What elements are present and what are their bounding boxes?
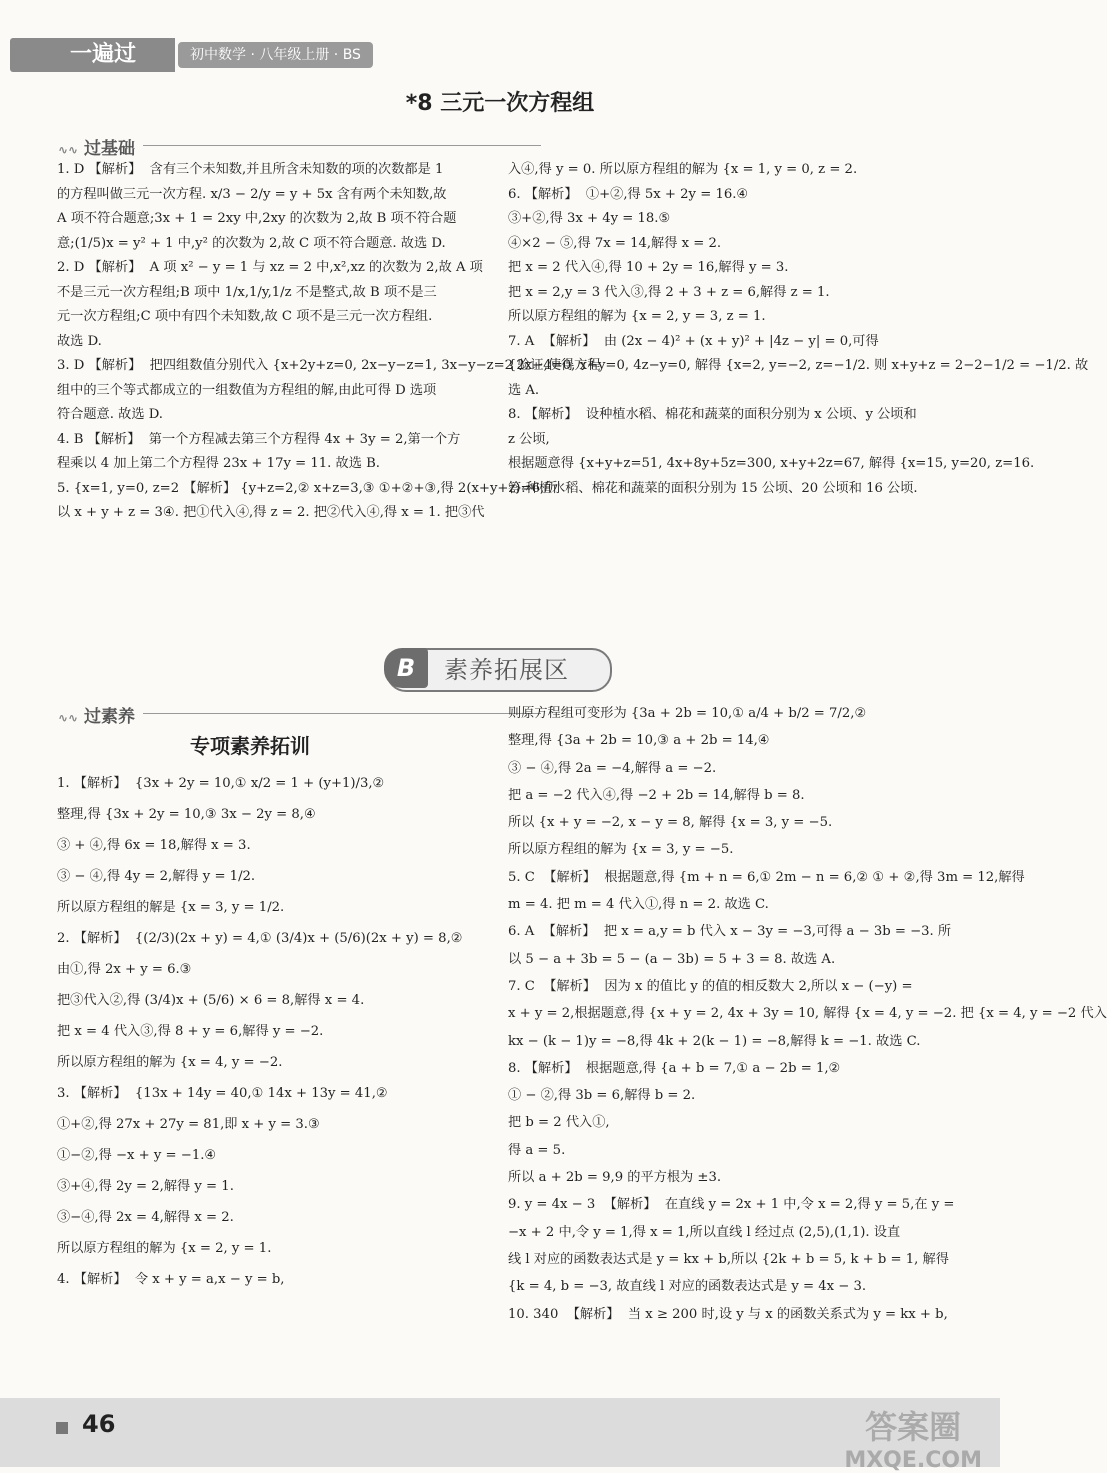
section-literacy-label: 过素养 <box>84 707 136 727</box>
text-line: ③+②,得 3x + 4y = 18.⑤ <box>508 211 671 226</box>
text-line: 得 a = 5. <box>508 1142 566 1158</box>
text-line: 故选 D. <box>57 333 102 349</box>
banner-letter: B <box>384 648 428 688</box>
text-line: z 公顷, <box>508 431 550 447</box>
text-line: 入④,得 y = 0. 所以原方程组的解为 {x = 1, y = 0, z = 2. <box>508 162 858 177</box>
text-line: A 项不符合题意;3x + 1 = 2xy 中,2xy 的次数为 2,故 B 项不符合题 <box>57 211 457 226</box>
section-literacy <box>58 702 548 727</box>
text-line: 7. C 【解析】 因为 x 的值比 y 的值的相反数大 2,所以 x − (−y) = <box>508 978 913 994</box>
wave-icon: ∿∿ <box>58 143 79 157</box>
text-line: 根据题意得 {x+y+z=51, 4x+8y+5z=300, x+y+2z=67, 解得 {x=15, y=20, z=16. <box>508 456 1035 471</box>
text-line: {2x−4=0, x+y=0, 4z−y=0, 解得 {x=2, y=−2, z=−1/2. 则 x+y+z = 2−2−1/2 = −1/2. 故 <box>508 358 1089 373</box>
brand-logo: 一遍过 <box>10 38 175 72</box>
text-line: 把③代入②,得 (3/4)x + (5/6) × 6 = 8,解得 x = 4. <box>57 993 365 1008</box>
text-line: 所以原方程组的解为 {x = 3, y = −5. <box>508 842 734 858</box>
text-line: 答:种植水稻、棉花和蔬菜的面积分别为 15 公顷、20 公顷和 16 公顷. <box>508 480 918 496</box>
text-line: ③ + ④,得 6x = 18,解得 x = 3. <box>57 838 251 853</box>
text-line: 4. B 【解析】 第一个方程减去第三个方程得 4x + 3y = 2,第一个方 <box>57 431 461 447</box>
section-basic <box>58 134 548 159</box>
text-line: 3. D 【解析】 把四组数值分别代入 {x+2y+z=0, 2x−y−z=1, 3x−y−z=2 验证,使得方程 <box>57 358 601 373</box>
text-line: kx − (k − 1)y = −8,得 4k + 2(k − 1) = −8,解得 k = −1. 故选 C. <box>508 1033 921 1049</box>
text-line: 把 x = 2,y = 3 代入③,得 2 + 3 + z = 6,解得 z = 1. <box>508 284 830 300</box>
text-line: 6. 【解析】 ①+②,得 5x + 2y = 16.④ <box>508 186 749 202</box>
divider <box>143 713 541 714</box>
text-line: 4. 【解析】 令 x + y = a,x − y = b, <box>57 1272 285 1287</box>
watermark-url: MXQE.COM <box>844 1448 982 1473</box>
text-line: 2. D 【解析】 A 项 x² − y = 1 与 xz = 2 中,x²,xz 的次数为 2,故 A 项 <box>57 260 483 275</box>
text-line: 整理,得 {3a + 2b = 10,③ a + 2b = 14,④ <box>508 733 770 749</box>
text-line: {k = 4, b = −3, 故直线 l 对应的函数表达式是 y = 4x − 3. <box>508 1279 867 1295</box>
text-line: 的方程叫做三元一次方程. x/3 − 2/y = y + 5x 含有两个未知数,故 <box>57 186 447 202</box>
text-line: 7. A 【解析】 由 (2x − 4)² + (x + y)² + |4z − y| = 0,可得 <box>508 333 879 349</box>
text-line: ④×2 − ⑤,得 7x = 14,解得 x = 2. <box>508 235 722 251</box>
banner-text: 素养拓展区 <box>444 656 569 684</box>
text-line: 所以 a + 2b = 9,9 的平方根为 ±3. <box>508 1170 722 1186</box>
wave-icon: ∿∿ <box>58 711 79 725</box>
text-line: 把 a = −2 代入④,得 −2 + 2b = 14,解得 b = 8. <box>508 787 805 803</box>
text-line: 8. 【解析】 设种植水稻、棉花和蔬菜的面积分别为 x 公顷、y 公顷和 <box>508 407 917 422</box>
text-line: 3. 【解析】 {13x + 14y = 40,① 14x + 13y = 41,② <box>57 1086 388 1101</box>
text-line: ①−②,得 −x + y = −1.④ <box>57 1148 217 1163</box>
text-line: 把 b = 2 代入①, <box>508 1115 610 1131</box>
text-line: ③ − ④,得 4y = 2,解得 y = 1/2. <box>57 869 256 884</box>
text-line: 以 x + y + z = 3④. 把①代入④,得 z = 2. 把②代入④,得 x = 1. 把③代 <box>57 505 485 520</box>
text-line: 所以原方程组的解为 {x = 2, y = 3, z = 1. <box>508 309 766 324</box>
text-line: 10. 340 【解析】 当 x ≥ 200 时,设 y 与 x 的函数关系式为 y = kx + b, <box>508 1306 948 1322</box>
watermark-logo: 答案圈 <box>865 1408 962 1446</box>
text-line: 由①,得 2x + y = 6.③ <box>57 962 192 977</box>
page-number: 46 <box>82 1410 116 1438</box>
page-header <box>10 38 390 72</box>
watermark <box>844 1402 982 1473</box>
text-line: ①+②,得 27x + 27y = 81,即 x + y = 3.③ <box>57 1117 320 1132</box>
page-footer <box>0 1398 1000 1473</box>
text-line: 2. 【解析】 {(2/3)(2x + y) = 4,① (3/4)x + (5/6)(2x + y) = 8,② <box>57 931 463 946</box>
page-marker-icon <box>56 1422 68 1434</box>
text-line: 8. 【解析】 根据题意,得 {a + b = 7,① a − 2b = 1,② <box>508 1060 841 1076</box>
text-line: 所以原方程组的解是 {x = 3, y = 1/2. <box>57 900 285 915</box>
text-line: 所以 {x + y = −2, x − y = 8, 解得 {x = 3, y = −5. <box>508 815 833 831</box>
text-line: −x + 2 中,令 y = 1,得 x = 1,所以直线 l 经过点 (2,5),(1,1). 设直 <box>508 1224 901 1240</box>
text-line: 5. C 【解析】 根据题意,得 {m + n = 6,① 2m − n = 6,② ① + ②,得 3m = 12,解得 <box>508 869 1025 885</box>
text-line: 不是三元一次方程组;B 项中 1/x,1/y,1/z 不是整式,故 B 项不是三 <box>57 284 437 300</box>
text-line: 5. {x=1, y=0, z=2 【解析】 {y+z=2,② x+z=3,③ ①+②+③,得 2(x+y+z)=6,所 <box>57 480 558 496</box>
text-line: 选 A. <box>508 382 540 398</box>
text-line: 把 x = 2 代入④,得 10 + 2y = 16,解得 y = 3. <box>508 260 789 275</box>
page-title: *8 三元一次方程组 <box>405 91 595 116</box>
text-line: 所以原方程组的解为 {x = 2, y = 1. <box>57 1241 272 1256</box>
text-line: ③−④,得 2x = 4,解得 x = 2. <box>57 1210 234 1225</box>
text-line: 元一次方程组;C 项中有四个未知数,故 C 项不是三元一次方程组. <box>57 309 433 324</box>
text-line: 意;(1/5)x = y² + 1 中,y² 的次数为 2,故 C 项不符合题意. 故选 D. <box>57 235 446 251</box>
text-line: ③ − ④,得 2a = −4,解得 a = −2. <box>508 760 717 776</box>
text-line: 组中的三个等式都成立的一组数值为方程组的解,由此可得 D 选项 <box>57 382 437 398</box>
text-line: 1. D 【解析】 含有三个未知数,并且所含未知数的项的次数都是 1 <box>57 162 444 177</box>
right-bottom-column <box>508 700 1107 1328</box>
text-line: 整理,得 {3x + 2y = 10,③ 3x − 2y = 8,④ <box>57 807 316 822</box>
text-line: 线 l 对应的函数表达式是 y = kx + b,所以 {2k + b = 5, k + b = 1, 解得 <box>508 1251 949 1267</box>
right-top-column <box>508 158 1089 501</box>
text-line: 把 x = 4 代入③,得 8 + y = 6,解得 y = −2. <box>57 1024 324 1039</box>
text-line: 符合题意. 故选 D. <box>57 407 163 422</box>
text-line: 所以原方程组的解为 {x = 4, y = −2. <box>57 1055 283 1070</box>
text-line: m = 4. 把 m = 4 代入①,得 n = 2. 故选 C. <box>508 897 769 913</box>
subsection-title: 专项素养拓训 <box>190 734 310 758</box>
text-line: ③+④,得 2y = 2,解得 y = 1. <box>57 1179 234 1194</box>
divider <box>143 145 541 146</box>
text-line: 9. y = 4x − 3 【解析】 在直线 y = 2x + 1 中,令 x = 2,得 y = 5,在 y = <box>508 1197 955 1213</box>
section-banner <box>386 648 612 692</box>
left-bottom-column <box>57 768 497 1295</box>
section-basic-label: 过基础 <box>84 139 136 159</box>
text-line: 则原方程组可变形为 {3a + 2b = 10,① a/4 + b/2 = 7/2,② <box>508 706 867 721</box>
breadcrumb: 初中数学 · 八年级上册 · BS <box>178 42 373 68</box>
text-line: 1. 【解析】 {3x + 2y = 10,① x/2 = 1 + (y+1)/3,② <box>57 776 385 791</box>
text-line: x + y = 2,根据题意,得 {x + y = 2, 4x + 3y = 10, 解得 {x = 4, y = −2. 把 {x = 4, y = −2 代入 <box>508 1006 1107 1022</box>
text-line: 6. A 【解析】 把 x = a,y = b 代入 x − 3y = −3,可得 a − 3b = −3. 所 <box>508 924 952 940</box>
text-line: 程乘以 4 加上第二个方程得 23x + 17y = 11. 故选 B. <box>57 456 380 471</box>
text-line: 以 5 − a + 3b = 5 − (a − 3b) = 5 + 3 = 8. 故选 A. <box>508 951 836 967</box>
text-line: ① − ②,得 3b = 6,解得 b = 2. <box>508 1088 696 1104</box>
